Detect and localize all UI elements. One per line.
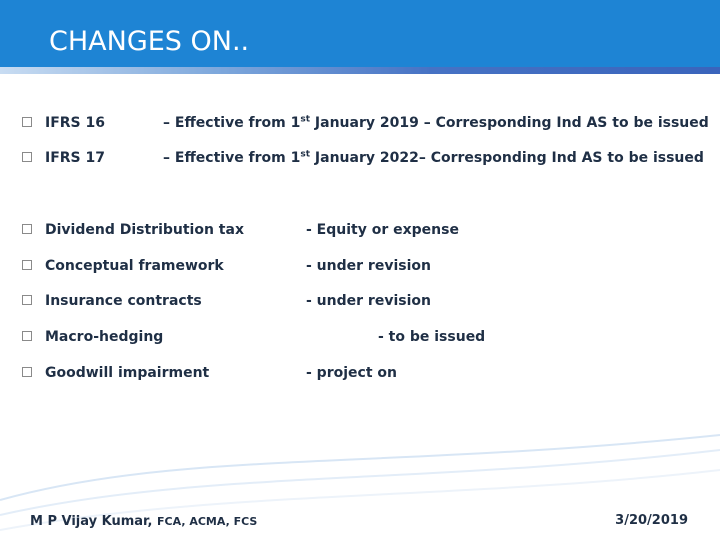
title-bar [0,0,720,67]
checkbox-bullet-icon [22,117,32,127]
item-description: - under revision [306,293,431,309]
list-item [0,147,720,169]
item-label: Insurance contracts [45,293,202,309]
footer-author: M P Vijay Kumar, FCA, ACMA, FCS [30,514,258,529]
list-item [0,112,720,134]
item-description: - project on [306,365,397,381]
checkbox-bullet-icon [22,295,32,305]
list-item [0,255,720,277]
item-description: - under revision [306,258,431,274]
list-item [0,326,720,348]
checkbox-bullet-icon [22,224,32,234]
slide-title: CHANGES ON.. [49,26,250,57]
item-label: Conceptual framework [45,258,224,274]
item-description: – Effective from 1st January 2022– Corresponding Ind AS to be issued [163,149,704,166]
item-label: IFRS 16 [45,115,105,131]
item-label: Goodwill impairment [45,365,210,381]
checkbox-bullet-icon [22,331,32,341]
title-divider [0,67,720,74]
checkbox-bullet-icon [22,152,32,162]
item-label: Dividend Distribution tax [45,222,244,238]
item-description: - Equity or expense [306,222,459,238]
list-item [0,290,720,312]
list-item [0,219,720,241]
item-label: Macro-hedging [45,329,164,345]
checkbox-bullet-icon [22,367,32,377]
footer-date: 3/20/2019 [615,513,688,528]
item-description: – Effective from 1st January 2019 – Corresponding Ind AS to be issued [163,114,709,131]
item-description: - to be issued [378,329,486,345]
list-item [0,362,720,384]
item-label: IFRS 17 [45,150,105,166]
checkbox-bullet-icon [22,260,32,270]
